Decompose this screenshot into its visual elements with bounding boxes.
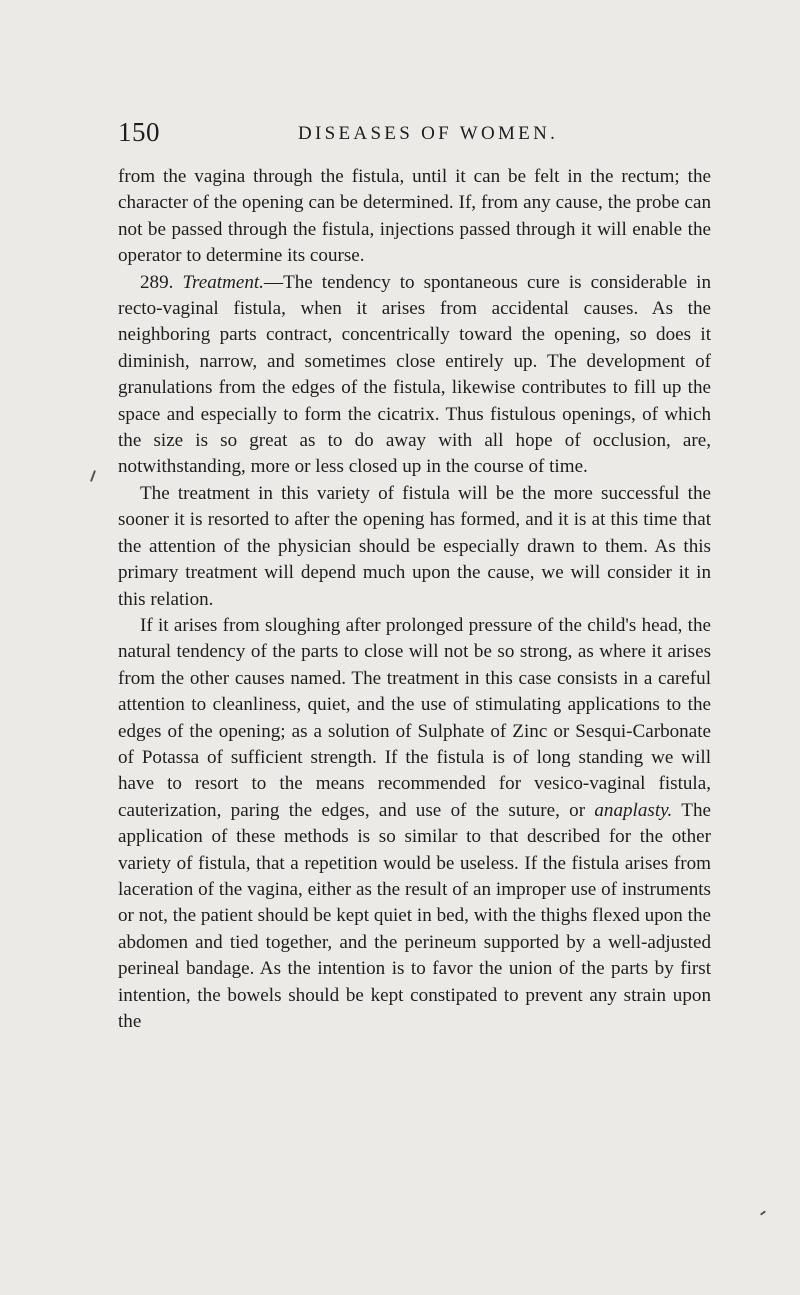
body-text [118,164,711,1035]
page-number: 150 [118,117,160,147]
paragraph-text: The application of these methods is so similar to that described for the other variety of fistula, that a repetition would be useless. If the fistula arises from laceration of the vagina, either as the result of an improper use of instruments or not, the patient should be kept quiet in bed, with the thighs flexed upon the abdomen and tied together, and the perineum supported by a well-adjusted perineal bandage. As the intention is to favor the union of the parts by first intention, the bowels should be kept constipated to prevent any strain upon the [118,799,711,1032]
section-heading: Treatment. [182,271,264,293]
paragraph-text: The treatment in this variety of fistula will be the more successful the sooner it is resorted to after the opening has formed, and it is at this time that the attention of the physician should be especially drawn to them. As this primary treatment will depend much upon the cause, we will consider it in this relation. [118,482,711,610]
paragraph-continuation [118,164,711,270]
paper-speck [90,470,96,482]
paper-speck [760,1210,766,1215]
paragraph-sloughing [118,613,711,1036]
paragraph-timing [118,481,711,613]
emphasis-term: anaplasty. [594,799,673,821]
page-header [118,117,711,147]
paragraph-text: —The tendency to spontaneous cure is considerable in recto-vaginal fistula, when it arises from accidental causes. As the neighboring parts contract, concentrically toward the opening, so does it diminish, narrow, and sometimes close entirely up. The development of granulations from the edges of the fistula, likewise contributes to fill up the space and especially to form the cicatrix. Thus fistulous openings, of which the size is so great as to do away with all hope of occlusion, are, notwithstanding, more or less closed up in the course of time. [118,271,711,478]
section-number: 289. [140,271,174,293]
paragraph-treatment [118,270,711,481]
paragraph-text: from the vagina through the fistula, until it can be felt in the rectum; the character of the opening can be determined. If, from any cause, the probe can not be passed through the fistula, injections passed through it will enable the operator to determine its course. [118,166,711,267]
running-head: DISEASES OF WOMEN. [298,123,559,144]
paragraph-text: If it arises from sloughing after prolonged pressure of the child's head, the natural tendency of the parts to close will not be so strong, as where it arises from the other causes named. The treatment in this case consists in a careful attention to cleanliness, quiet, and the use of stimulating applications to the edges of the opening; as a solution of Sulphate of Zinc or Sesqui-Carbonate of Potassa of sufficient strength. If the fistula is of long standing we will have to resort to the means recommended for vesico-vaginal fistula, cauterization, paring the edges, and use of the suture, or [118,614,711,821]
